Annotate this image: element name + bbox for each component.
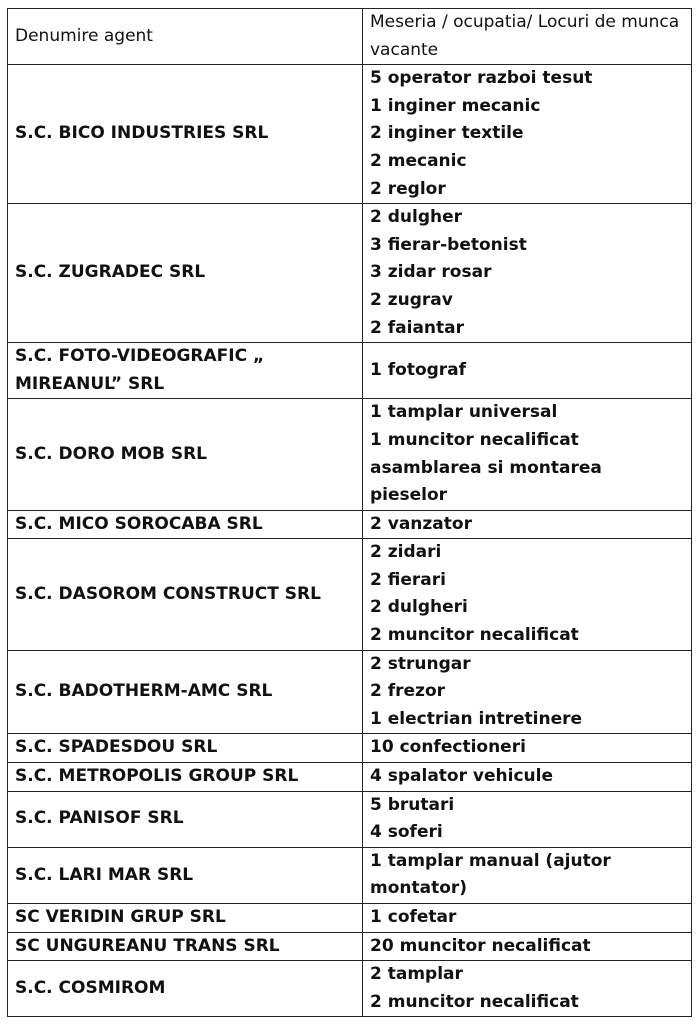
job-item: 4 spalator vehicule	[370, 766, 553, 787]
table-row	[8, 961, 692, 1017]
agent-name: SC UNGUREANU TRANS SRL	[8, 932, 363, 961]
job-item: 2 inginer textile	[370, 123, 524, 144]
agent-name-text: S.C. FOTO-VIDEOGRAFIC „ MIREANUL” SRL	[15, 346, 265, 394]
job-item: 2 muncitor necalificat	[370, 991, 579, 1012]
job-item: 20 muncitor necalificat	[370, 935, 591, 956]
table-row	[8, 791, 692, 847]
job-list	[363, 961, 692, 1017]
table-row	[8, 65, 692, 204]
agent-name: S.C. BICO INDUSTRIES SRL	[8, 65, 363, 204]
job-list	[363, 791, 692, 847]
table-row	[8, 847, 692, 903]
agent-name: S.C. LARI MAR SRL	[8, 847, 363, 903]
job-item: 2 fierari	[370, 569, 446, 590]
job-item: 1 tamplar manual (ajutor montator)	[370, 850, 611, 899]
job-item: 2 muncitor necalificat	[370, 625, 579, 646]
job-list	[363, 734, 692, 763]
agent-name: SC VERIDIN GRUP SRL	[8, 904, 363, 933]
job-item: 1 muncitor necalificat asamblarea si montarea pieselor	[370, 429, 602, 506]
agent-name	[8, 343, 363, 399]
job-vacancies-table	[7, 8, 692, 1017]
job-list	[363, 904, 692, 933]
job-item: 2 strungar	[370, 653, 471, 674]
job-list	[363, 399, 692, 510]
job-list	[363, 65, 692, 204]
job-item: 1 fotograf	[370, 359, 467, 380]
agent-name: S.C. ZUGRADEC SRL	[8, 204, 363, 343]
job-list	[363, 650, 692, 734]
job-item: 2 faiantar	[370, 317, 464, 338]
header-jobs	[363, 9, 692, 65]
job-list	[363, 847, 692, 903]
table-row	[8, 763, 692, 792]
agent-name: S.C. PANISOF SRL	[8, 791, 363, 847]
job-item: 3 fierar-betonist	[370, 234, 527, 255]
agent-name: S.C. MICO SOROCABA SRL	[8, 510, 363, 539]
agent-name: S.C. COSMIROM	[8, 961, 363, 1017]
job-item: 2 frezor	[370, 681, 446, 702]
job-item: 5 brutari	[370, 794, 455, 815]
job-item: 2 tamplar	[370, 964, 463, 985]
job-item: 1 inginer mecanic	[370, 95, 541, 116]
job-item: 2 reglor	[370, 178, 446, 199]
job-item: 2 zidari	[370, 542, 442, 563]
header-agent: Denumire agent	[8, 9, 363, 65]
job-list	[363, 343, 692, 399]
header-jobs-label: Meseria / ocupatia/ Locuri de munca vacante	[370, 12, 680, 60]
table-row	[8, 399, 692, 510]
table-row	[8, 510, 692, 539]
agent-name: S.C. DASOROM CONSTRUCT SRL	[8, 539, 363, 650]
table-row	[8, 204, 692, 343]
job-item: 2 dulgher	[370, 207, 463, 228]
header-row	[8, 9, 692, 65]
job-item: 2 zugrav	[370, 289, 453, 310]
job-item: 10 confectioneri	[370, 737, 526, 758]
job-item: 4 soferi	[370, 822, 443, 843]
table-row	[8, 650, 692, 734]
job-item: 2 mecanic	[370, 150, 467, 171]
table-row	[8, 343, 692, 399]
job-list	[363, 932, 692, 961]
agent-name: S.C. DORO MOB SRL	[8, 399, 363, 510]
agent-name: S.C. METROPOLIS GROUP SRL	[8, 763, 363, 792]
table-row	[8, 904, 692, 933]
table-body	[8, 9, 692, 1017]
agent-name: S.C. BADOTHERM-AMC SRL	[8, 650, 363, 734]
agent-name: S.C. SPADESDOU SRL	[8, 734, 363, 763]
table-row	[8, 539, 692, 650]
job-item: 3 zidar rosar	[370, 262, 492, 283]
table-row	[8, 734, 692, 763]
job-item: 1 cofetar	[370, 907, 457, 927]
job-list	[363, 204, 692, 343]
job-list	[363, 510, 692, 539]
job-item: 2 dulgheri	[370, 597, 468, 618]
job-item: 2 vanzator	[370, 513, 472, 534]
job-list	[363, 539, 692, 650]
table-row	[8, 932, 692, 961]
job-item: 1 tamplar universal	[370, 402, 558, 423]
job-item: 5 operator razboi tesut	[370, 68, 593, 89]
job-item: 1 electrian intretinere	[370, 708, 583, 729]
job-list	[363, 763, 692, 792]
